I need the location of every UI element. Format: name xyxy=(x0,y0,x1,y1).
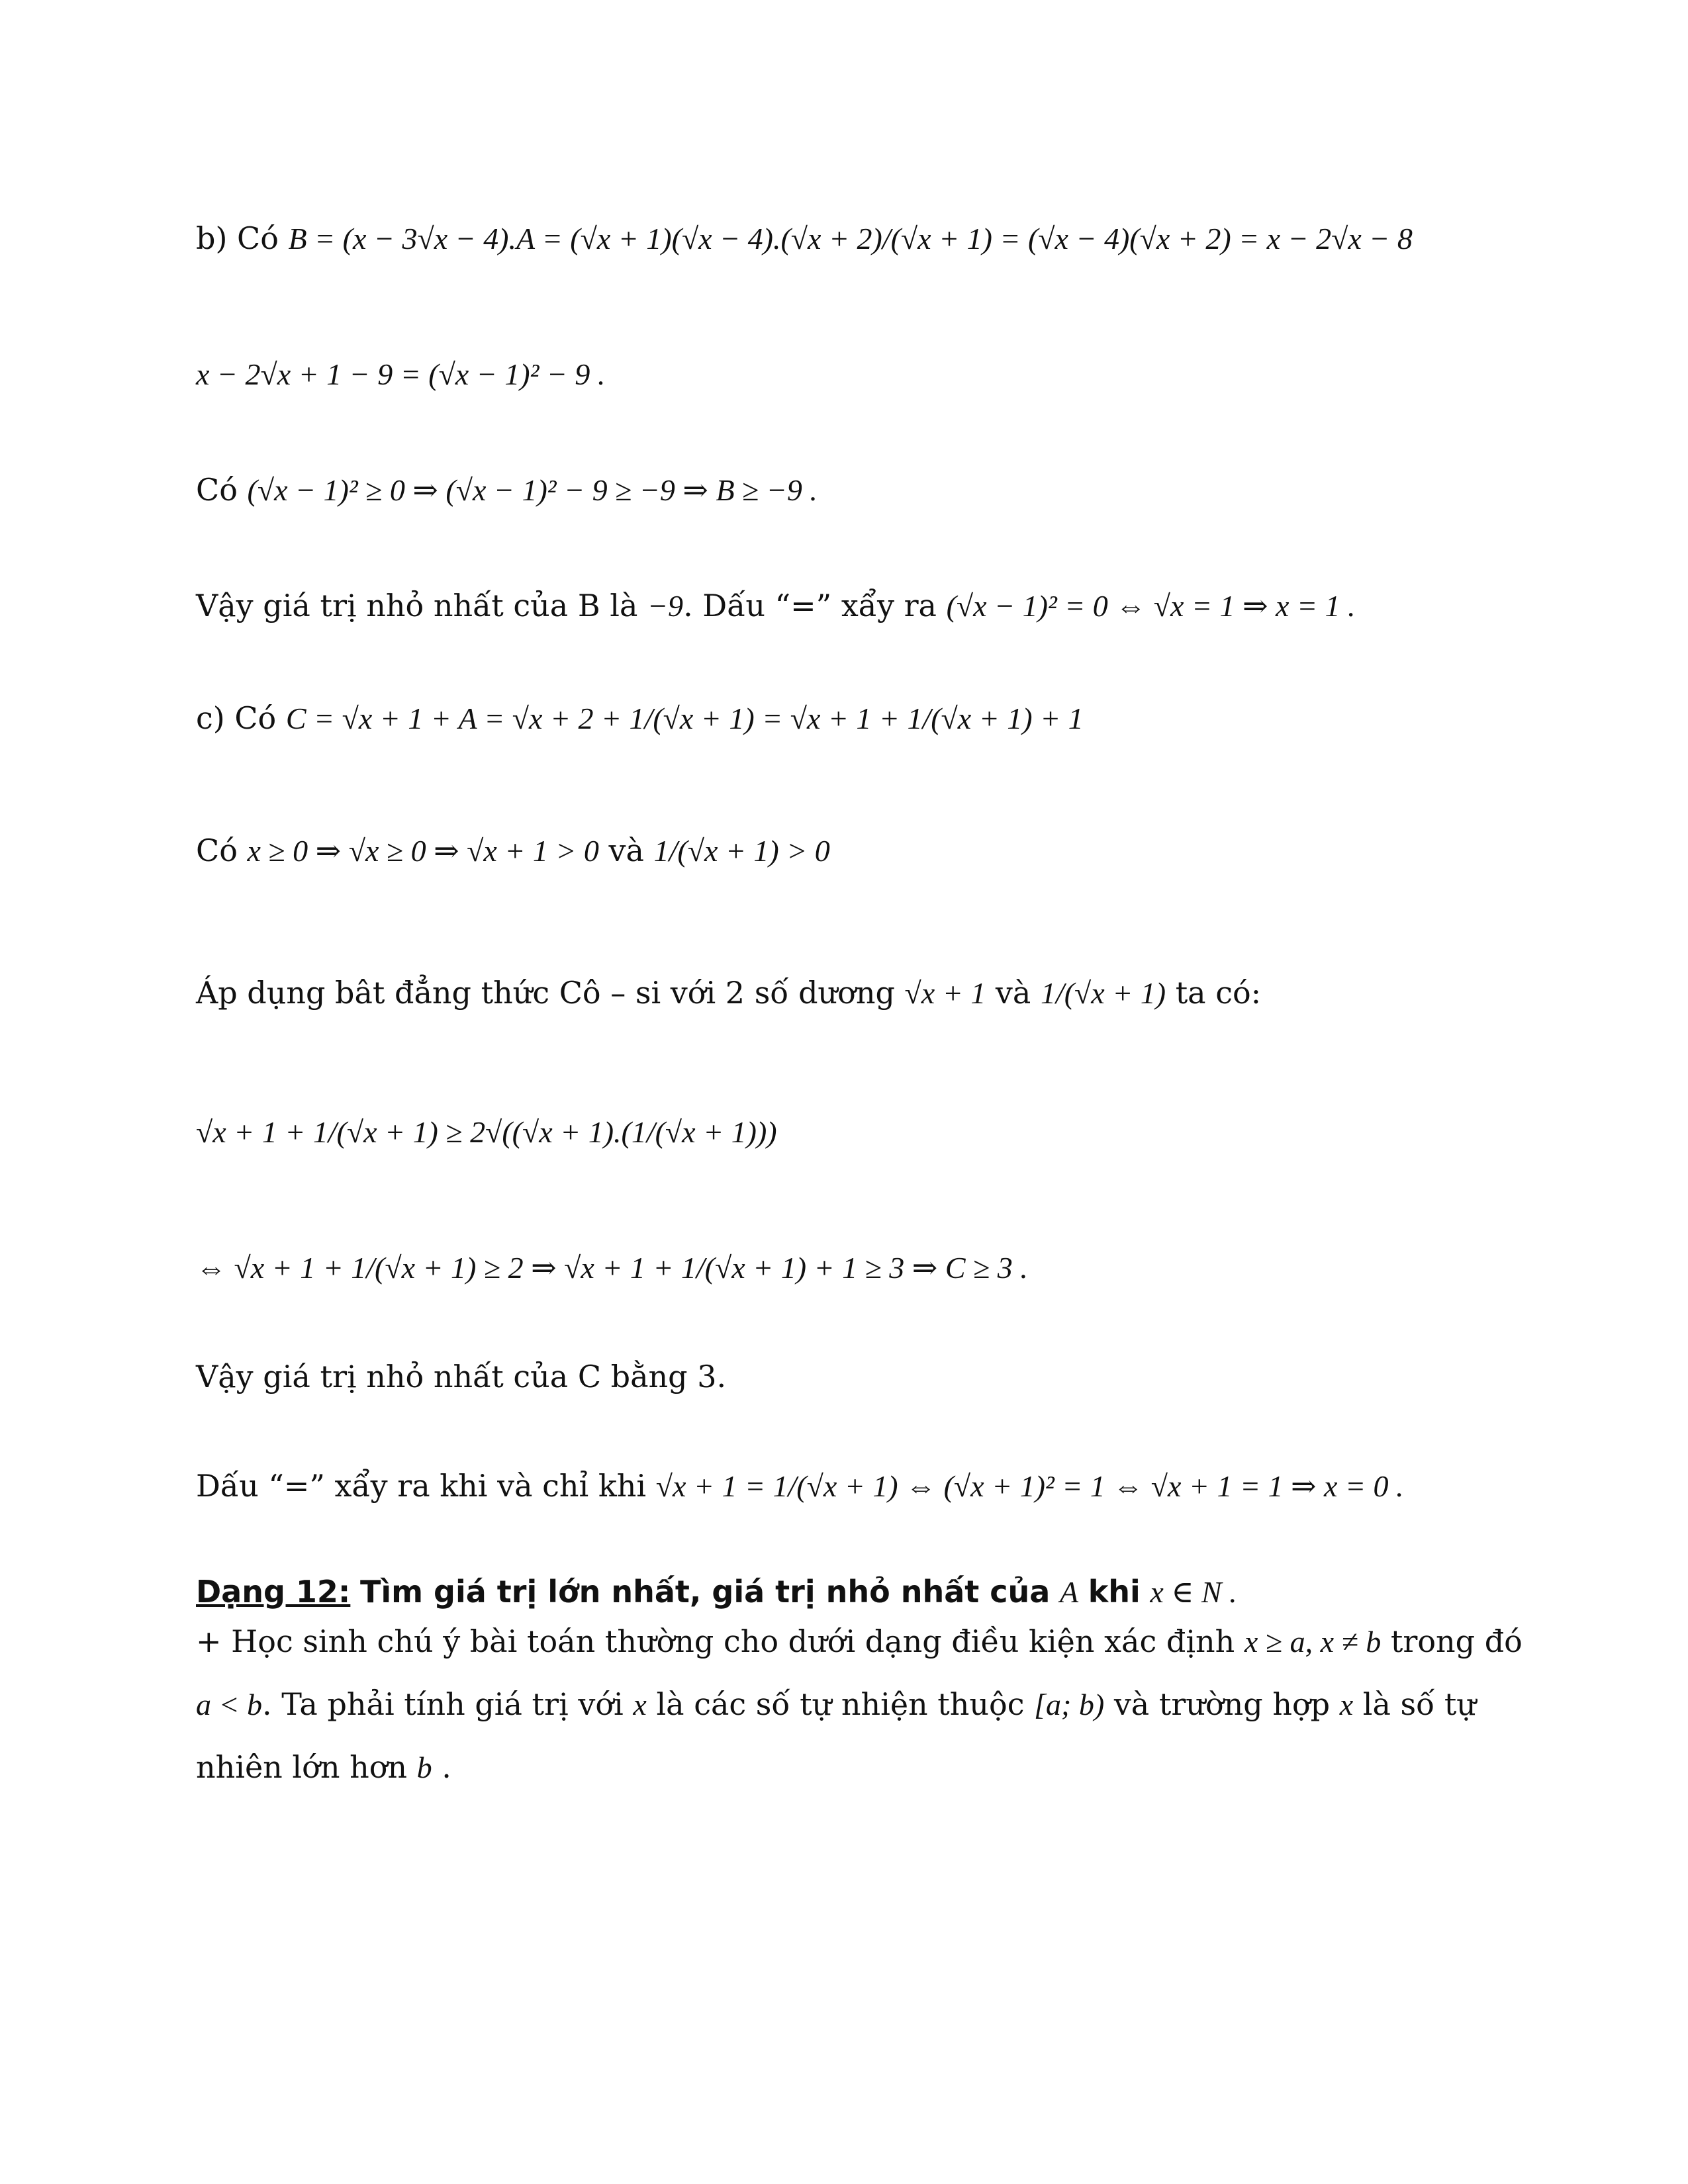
part-b-step-2-expression: x − 2√x + 1 − 9 = (√x − 1)² − 9 . xyxy=(196,357,606,391)
part-b-equality-expression: (√x − 1)² = 0 ⇔ √x = 1 ⇒ x = 1 . xyxy=(946,589,1356,623)
part-b-expression: B = (x − 3√x − 4).A = (√x + 1)(√x − 4).(√x + 2)/(√x + 1) = (√x − 4)(√x + 2) = x − 2√x − 8 xyxy=(288,222,1413,255)
part-b-conclusion-text: Vậy giá trị nhỏ nhất của B là xyxy=(196,588,638,623)
note-line-1-condition: x ≥ a, x ≠ b xyxy=(1244,1625,1382,1659)
note-line-2-text-2: là các số tự nhiện thuộc xyxy=(656,1686,1025,1722)
section-khi: khi xyxy=(1088,1574,1141,1610)
part-c-inequality-1 xyxy=(196,1112,1489,1152)
part-c-equality xyxy=(196,1466,1489,1506)
part-c-conclusion xyxy=(196,1357,1489,1396)
section-variable: A xyxy=(1059,1575,1079,1609)
part-b-step-3-expression: (√x − 1)² ≥ 0 ⇒ (√x − 1)² − 9 ≥ −9 ⇒ B ≥ −9 . xyxy=(247,473,818,507)
note-line-3-b: b xyxy=(416,1751,432,1784)
part-c-inequality-1-expression: √x + 1 + 1/(√x + 1) ≥ 2√((√x + 1).(1/(√x + 1))) xyxy=(196,1115,777,1149)
part-c-step-2-expression: x ≥ 0 ⇒ √x ≥ 0 ⇒ √x + 1 > 0 xyxy=(247,834,599,868)
note-line-2 xyxy=(196,1684,1489,1725)
note-line-2-x: x xyxy=(633,1688,647,1721)
part-c-apply-text: Áp dụng bât đẳng thức Cô – si với 2 số dương xyxy=(196,975,895,1011)
part-b-label: b) Có xyxy=(196,220,279,256)
part-c-apply-a: √x + 1 xyxy=(904,976,986,1010)
part-c-step-2-label: Có xyxy=(196,833,238,868)
note-line-1-tail: trong đó xyxy=(1390,1623,1523,1659)
note-line-2-interval: [a; b) xyxy=(1034,1688,1105,1721)
part-b-step-3 xyxy=(196,470,1489,510)
part-b-step-3-label: Có xyxy=(196,472,238,508)
part-b-min-value: −9 xyxy=(647,589,684,623)
part-c-inequality-2 xyxy=(196,1248,1489,1288)
part-c-label: c) Có xyxy=(196,700,277,736)
part-c-inequality-2-expression: ⇔ √x + 1 + 1/(√x + 1) ≥ 2 ⇒ √x + 1 + 1/(√x + 1) + 1 ≥ 3 ⇒ C ≥ 3 . xyxy=(196,1251,1028,1285)
part-c-step-2-tail: 1/(√x + 1) > 0 xyxy=(653,834,830,868)
part-b-step-2 xyxy=(196,354,1489,394)
part-c-step-2 xyxy=(196,831,1489,871)
note-line-3-text: nhiên lớn hơn xyxy=(196,1749,408,1785)
note-line-2-condition: a < b xyxy=(196,1688,263,1721)
section-heading-dang-12 xyxy=(196,1572,1489,1612)
part-b-equality-text: . Dấu “=” xẩy ra xyxy=(683,588,937,623)
part-c-apply-b: 1/(√x + 1) xyxy=(1040,976,1166,1010)
note-line-3-end: . xyxy=(442,1749,451,1785)
part-c-step-2-and: và xyxy=(608,833,644,868)
note-line-2-x-2: x xyxy=(1339,1688,1354,1721)
part-c-equality-expression: √x + 1 = 1/(√x + 1) ⇔ (√x + 1)² = 1 ⇔ √x + 1 = 1 ⇒ x = 0 . xyxy=(655,1469,1404,1503)
note-line-2-text: . Ta phải tính giá trị với xyxy=(262,1686,624,1722)
section-title: Tìm giá trị lớn nhất, giá trị nhỏ nhất của xyxy=(359,1574,1051,1610)
note-line-1 xyxy=(196,1621,1523,1662)
note-line-1-text: + Học sinh chú ý bài toán thường cho dưới dạng điều kiện xác định xyxy=(196,1623,1235,1659)
part-c-apply-end: ta có: xyxy=(1175,975,1262,1011)
part-b-conclusion xyxy=(196,586,1489,626)
part-c-conclusion-text: Vậy giá trị nhỏ nhất của C bằng 3. xyxy=(196,1359,727,1394)
part-c-apply-cauchy xyxy=(196,973,1489,1013)
note-line-3 xyxy=(196,1747,1489,1788)
part-c-apply-and: và xyxy=(995,975,1031,1011)
part-c-formula xyxy=(196,698,1489,739)
note-line-2-text-3: và trường hợp xyxy=(1113,1686,1331,1722)
part-b-formula xyxy=(196,218,1489,259)
part-c-expression: C = √x + 1 + A = √x + 2 + 1/(√x + 1) = √x + 1 + 1/(√x + 1) + 1 xyxy=(285,702,1084,735)
section-label: Dạng 12: xyxy=(196,1574,351,1610)
section-condition: x ∈ N . xyxy=(1150,1575,1237,1609)
note-line-2-text-4: là số tự xyxy=(1362,1686,1477,1722)
part-c-equality-text: Dấu “=” xẩy ra khi và chỉ khi xyxy=(196,1468,647,1504)
